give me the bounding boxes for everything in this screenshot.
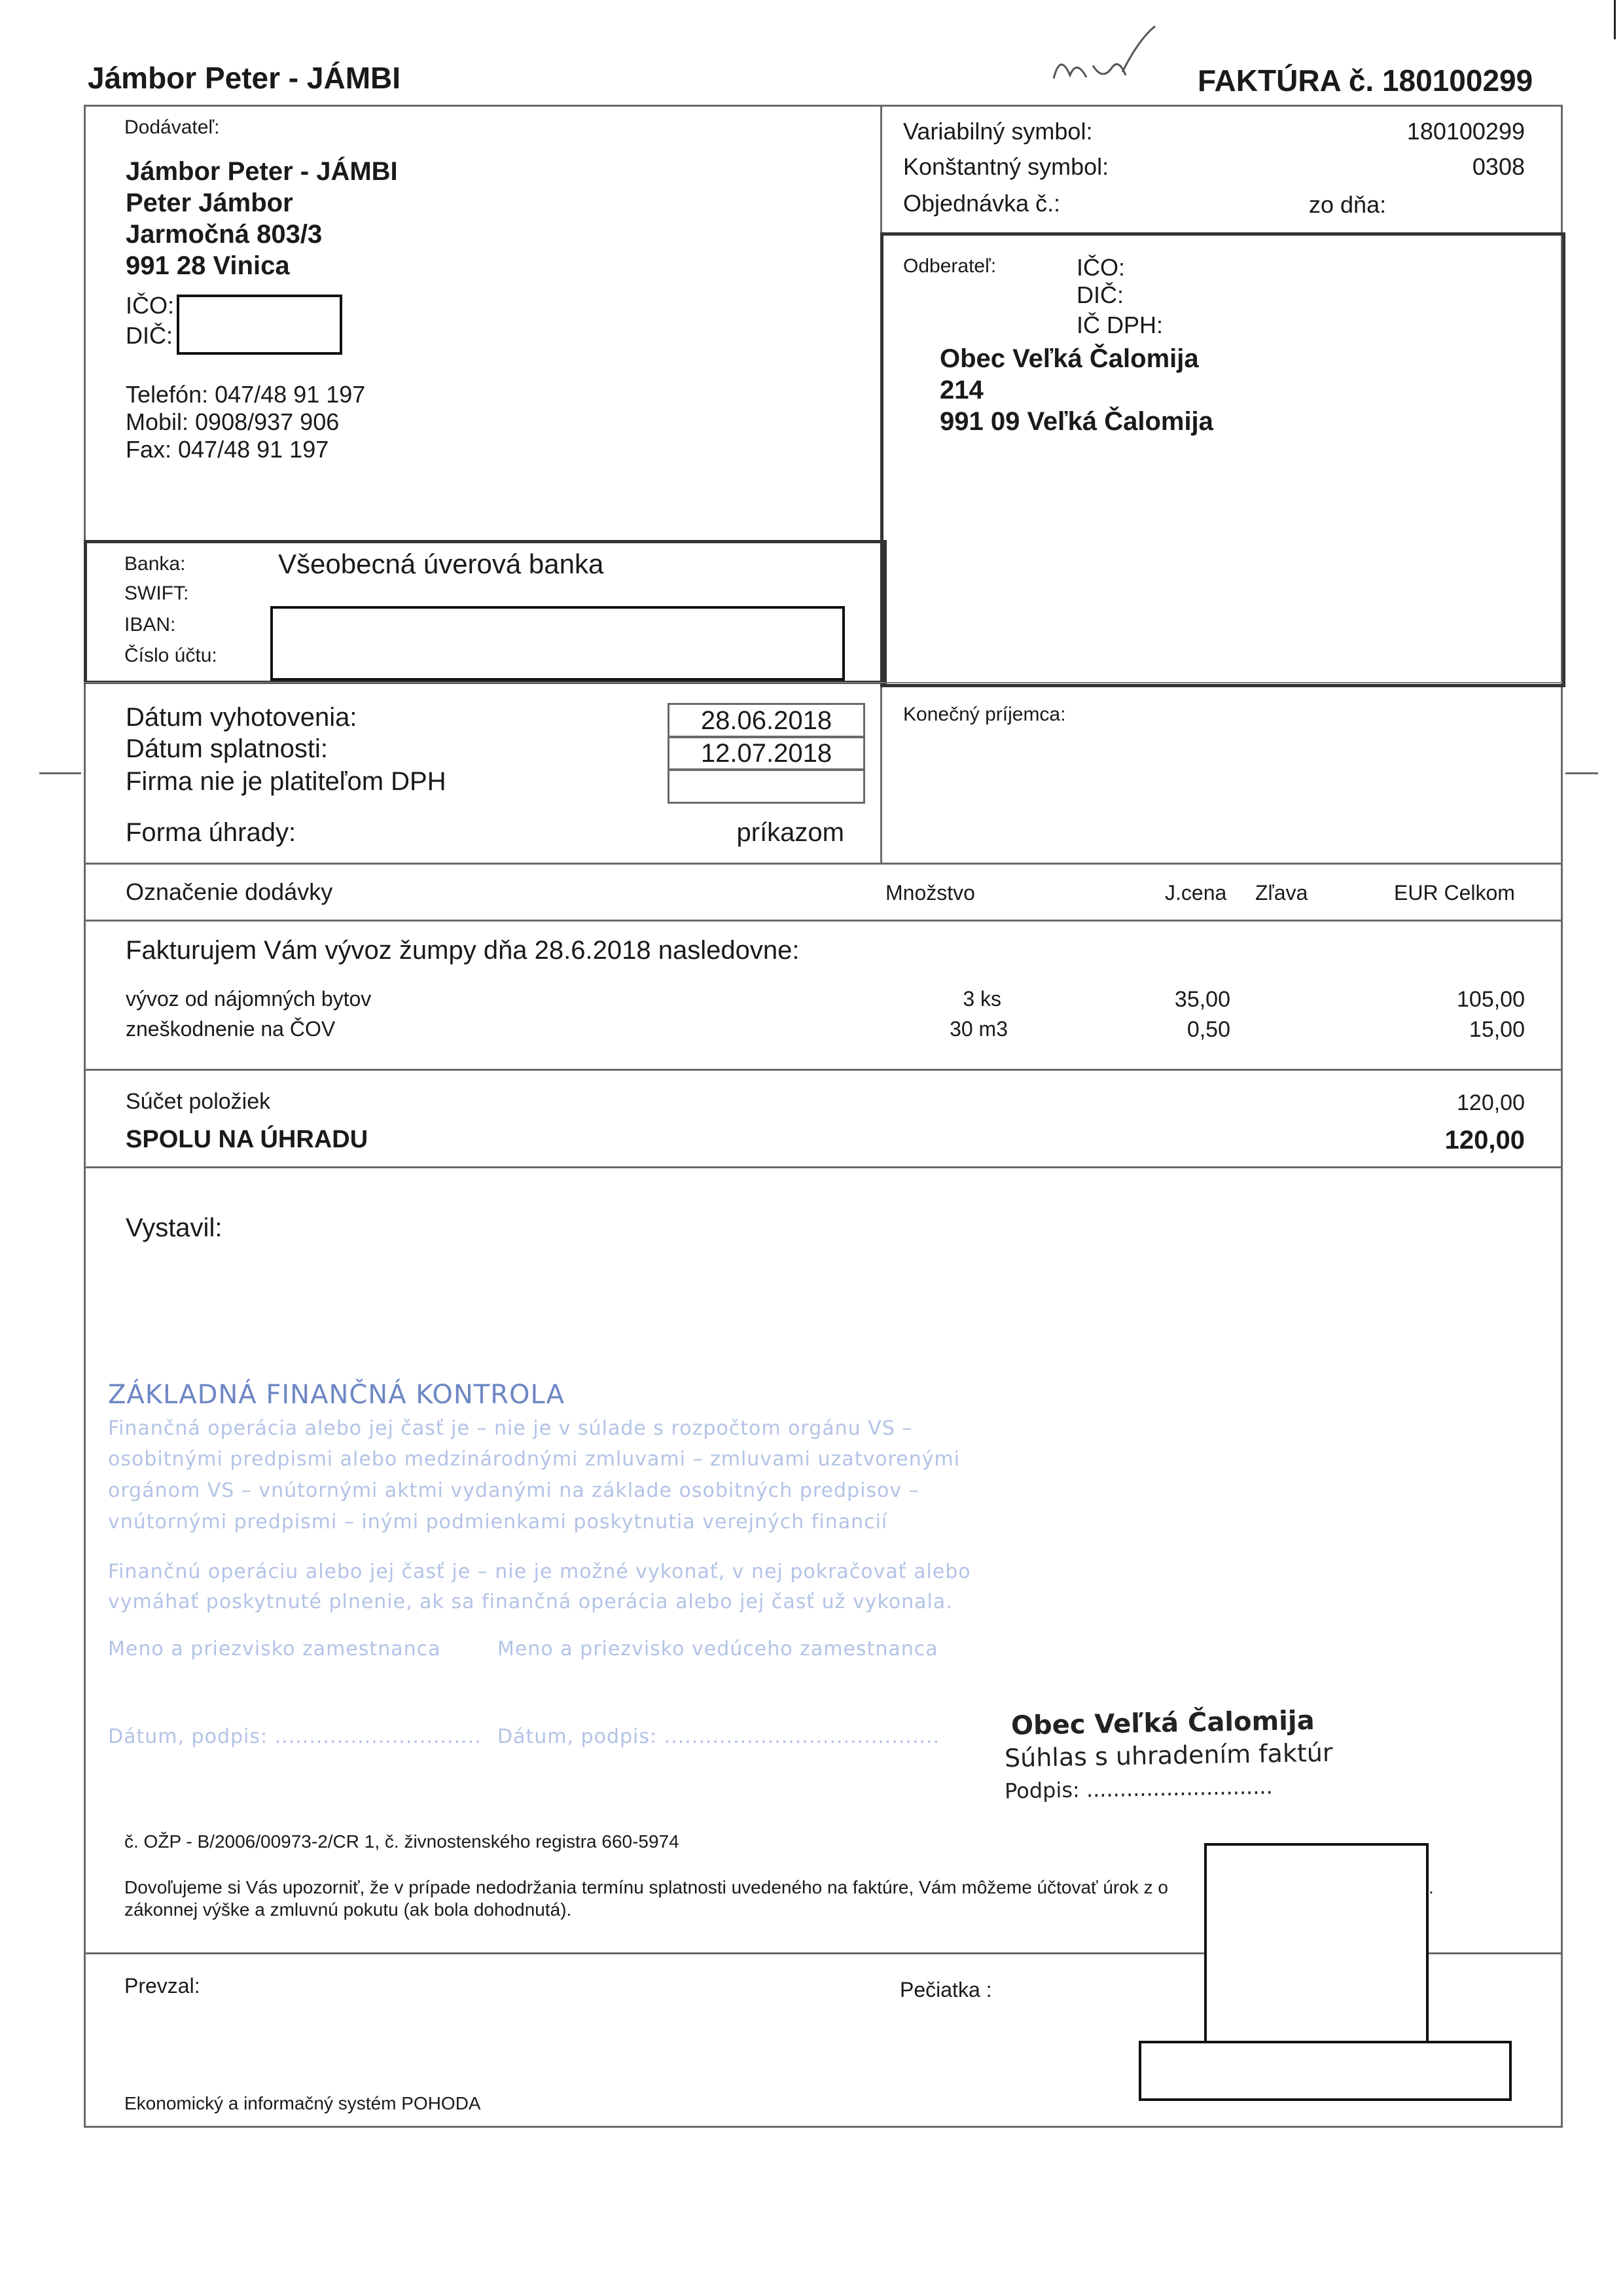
payment-label: Forma úhrady: bbox=[126, 818, 296, 847]
payment-notice-line1-end: . bbox=[1429, 1877, 1434, 1897]
supplier-street: Jarmočná 803/3 bbox=[126, 220, 323, 249]
customer-label: Odberateľ: bbox=[903, 255, 997, 277]
row-quantity: 3 ks bbox=[963, 987, 1001, 1011]
frame-bottom bbox=[84, 2126, 1563, 2128]
supplier-label: Dodávateľ: bbox=[124, 117, 220, 138]
order-label: Objednávka č.: bbox=[903, 190, 1061, 217]
final-recipient-label: Konečný príjemca: bbox=[903, 704, 1066, 725]
control-stamp-line: osobitnými predpismi alebo medzinárodnými zmluvami – zmluvami uzatvorenými bbox=[108, 1448, 961, 1471]
total-to-pay-value: 120,00 bbox=[1444, 1126, 1525, 1155]
handwritten-mark bbox=[1041, 20, 1158, 92]
col-quantity: Množstvo bbox=[885, 881, 975, 905]
invoice-title: FAKTÚRA č. 180100299 bbox=[1198, 63, 1533, 98]
dates-top-line bbox=[84, 682, 1563, 683]
header-divider bbox=[84, 105, 1563, 107]
table-row: zneškodnenie na ČOV bbox=[126, 1017, 336, 1041]
order-date-label: zo dňa: bbox=[1309, 191, 1387, 218]
redaction-box bbox=[1139, 2041, 1512, 2101]
margin-mark-right bbox=[1565, 772, 1598, 774]
bank-name: Všeobecná úverová banka bbox=[278, 548, 604, 579]
total-to-pay-label: SPOLU NA ÚHRADU bbox=[126, 1126, 368, 1153]
company-title: Jámbor Peter - JÁMBI bbox=[88, 61, 401, 95]
customer-street: 214 bbox=[940, 376, 984, 404]
received-by-label: Prevzal: bbox=[124, 1974, 200, 1998]
scan-edge-mark bbox=[1614, 0, 1616, 39]
approval-stamp-text: Súhlas s uhradením faktúr bbox=[1004, 1738, 1333, 1773]
payment-notice-line1: Dovoľujeme si Vás upozorniť, že v prípade nedodržania termínu splatnosti uvedeného na faktúre, Vám môžeme účtovať úrok z o bbox=[124, 1877, 1168, 1897]
col-description: Označenie dodávky bbox=[126, 878, 333, 905]
software-note: Ekonomický a informačný systém POHODA bbox=[124, 2093, 481, 2113]
redaction-box bbox=[177, 295, 342, 355]
table-top-line bbox=[84, 863, 1563, 865]
totals-bottom-line bbox=[84, 1166, 1563, 1168]
supplier-mobile: Mobil: 0908/937 906 bbox=[126, 408, 340, 435]
control-stamp-line: vymáhať poskytnuté plnenie, ak sa finančná operácia alebo jej časť už vykonala. bbox=[108, 1590, 953, 1613]
control-stamp-sign-right: Dátum, podpis: ........................................ bbox=[497, 1725, 940, 1748]
payment-value: príkazom bbox=[736, 818, 844, 847]
row-quantity: 30 m3 bbox=[950, 1017, 1008, 1041]
swift-label: SWIFT: bbox=[124, 583, 189, 604]
control-stamp-title: ZÁKLADNÁ FINANČNÁ KONTROLA bbox=[108, 1380, 565, 1410]
bank-label: Banka: bbox=[124, 553, 186, 575]
supplier-contact: Peter Jámbor bbox=[126, 188, 293, 217]
supplier-city: 991 28 Vinica bbox=[126, 251, 290, 280]
customer-ico-label: IČO: bbox=[1077, 254, 1126, 281]
account-label: Číslo účtu: bbox=[124, 645, 217, 666]
row-unit-price: 0,50 bbox=[1186, 1017, 1230, 1042]
control-stamp-name-left: Meno a priezvisko zamestnanca bbox=[108, 1638, 441, 1660]
table-row: vývoz od nájomných bytov bbox=[126, 987, 372, 1011]
customer-box bbox=[880, 232, 1565, 687]
constant-symbol-label: Konštantný symbol: bbox=[903, 153, 1109, 180]
registration-note: č. OŽP - B/2006/00973-2/CR 1, č. živnostenského registra 660-5974 bbox=[124, 1831, 679, 1852]
constant-symbol-value: 0308 bbox=[1472, 153, 1525, 180]
due-date-value: 12.07.2018 bbox=[668, 736, 865, 771]
control-stamp-line: vnútornými predpismi – inými podmienkami poskytnutia verejných financií bbox=[108, 1511, 888, 1534]
sum-label: Súčet položiek bbox=[126, 1089, 271, 1114]
stamp-label: Pečiatka : bbox=[900, 1978, 992, 2001]
totals-top-line bbox=[84, 1069, 1563, 1071]
variable-symbol-label: Variabilný symbol: bbox=[903, 118, 1093, 145]
row-unit-price: 35,00 bbox=[1174, 987, 1230, 1012]
control-stamp-line: Finančná operácia alebo jej časť je – nie je v súlade s rozpočtom orgánu VS – bbox=[108, 1417, 913, 1440]
vat-empty-box bbox=[668, 768, 865, 804]
control-stamp-line: Finančnú operáciu alebo jej časť je – nie je možné vykonať, v nej pokračovať alebo bbox=[108, 1560, 971, 1583]
payment-notice-line2: zákonnej výške a zmluvnú pokutu (ak bola dohodnutá). bbox=[124, 1899, 572, 1920]
control-stamp-sign-left: Dátum, podpis: .............................. bbox=[108, 1725, 482, 1748]
customer-icdph-label: IČ DPH: bbox=[1077, 312, 1164, 338]
row-total: 15,00 bbox=[1469, 1017, 1525, 1042]
supplier-name: Jámbor Peter - JÁMBI bbox=[126, 157, 398, 186]
issue-date-label: Dátum vyhotovenia: bbox=[126, 703, 357, 732]
vat-note: Firma nie je platiteľom DPH bbox=[126, 767, 446, 796]
customer-name: Obec Veľká Čalomija bbox=[940, 344, 1199, 373]
approval-stamp-signature: Podpis: ............................ bbox=[1004, 1774, 1273, 1804]
margin-mark-left bbox=[39, 772, 81, 774]
variable-symbol-value: 180100299 bbox=[1406, 118, 1525, 145]
control-stamp-line: orgánom VS – vnútornými aktmi vydanými na základe osobitných predpisov – bbox=[108, 1479, 919, 1502]
issue-date-value: 28.06.2018 bbox=[668, 703, 865, 738]
sum-value: 120,00 bbox=[1457, 1090, 1525, 1115]
col-total: EUR Celkom bbox=[1394, 881, 1515, 905]
supplier-ico-label: IČO: bbox=[126, 292, 175, 319]
iban-label: IBAN: bbox=[124, 614, 176, 636]
supplier-dic-label: DIČ: bbox=[126, 322, 173, 349]
customer-city: 991 09 Veľká Čalomija bbox=[940, 407, 1213, 436]
supplier-phone: Telefón: 047/48 91 197 bbox=[126, 381, 366, 408]
issued-by-label: Vystavil: bbox=[126, 1213, 223, 1242]
frame-left bbox=[84, 105, 86, 2127]
col-discount: Zľava bbox=[1255, 881, 1308, 905]
customer-dic-label: DIČ: bbox=[1077, 281, 1124, 308]
row-total: 105,00 bbox=[1457, 987, 1525, 1012]
items-intro: Fakturujem Vám vývoz žumpy dňa 28.6.2018 nasledovne: bbox=[126, 936, 800, 965]
supplier-fax: Fax: 047/48 91 197 bbox=[126, 436, 329, 463]
table-header-line bbox=[84, 920, 1563, 922]
approval-stamp-title: Obec Veľká Čalomija bbox=[1010, 1705, 1315, 1742]
control-stamp-name-right: Meno a priezvisko vedúceho zamestnanca bbox=[497, 1638, 938, 1660]
due-date-label: Dátum splatnosti: bbox=[126, 734, 329, 763]
redaction-box bbox=[1204, 1843, 1429, 2043]
redaction-box bbox=[270, 606, 845, 681]
col-unit-price: J.cena bbox=[1165, 881, 1227, 905]
